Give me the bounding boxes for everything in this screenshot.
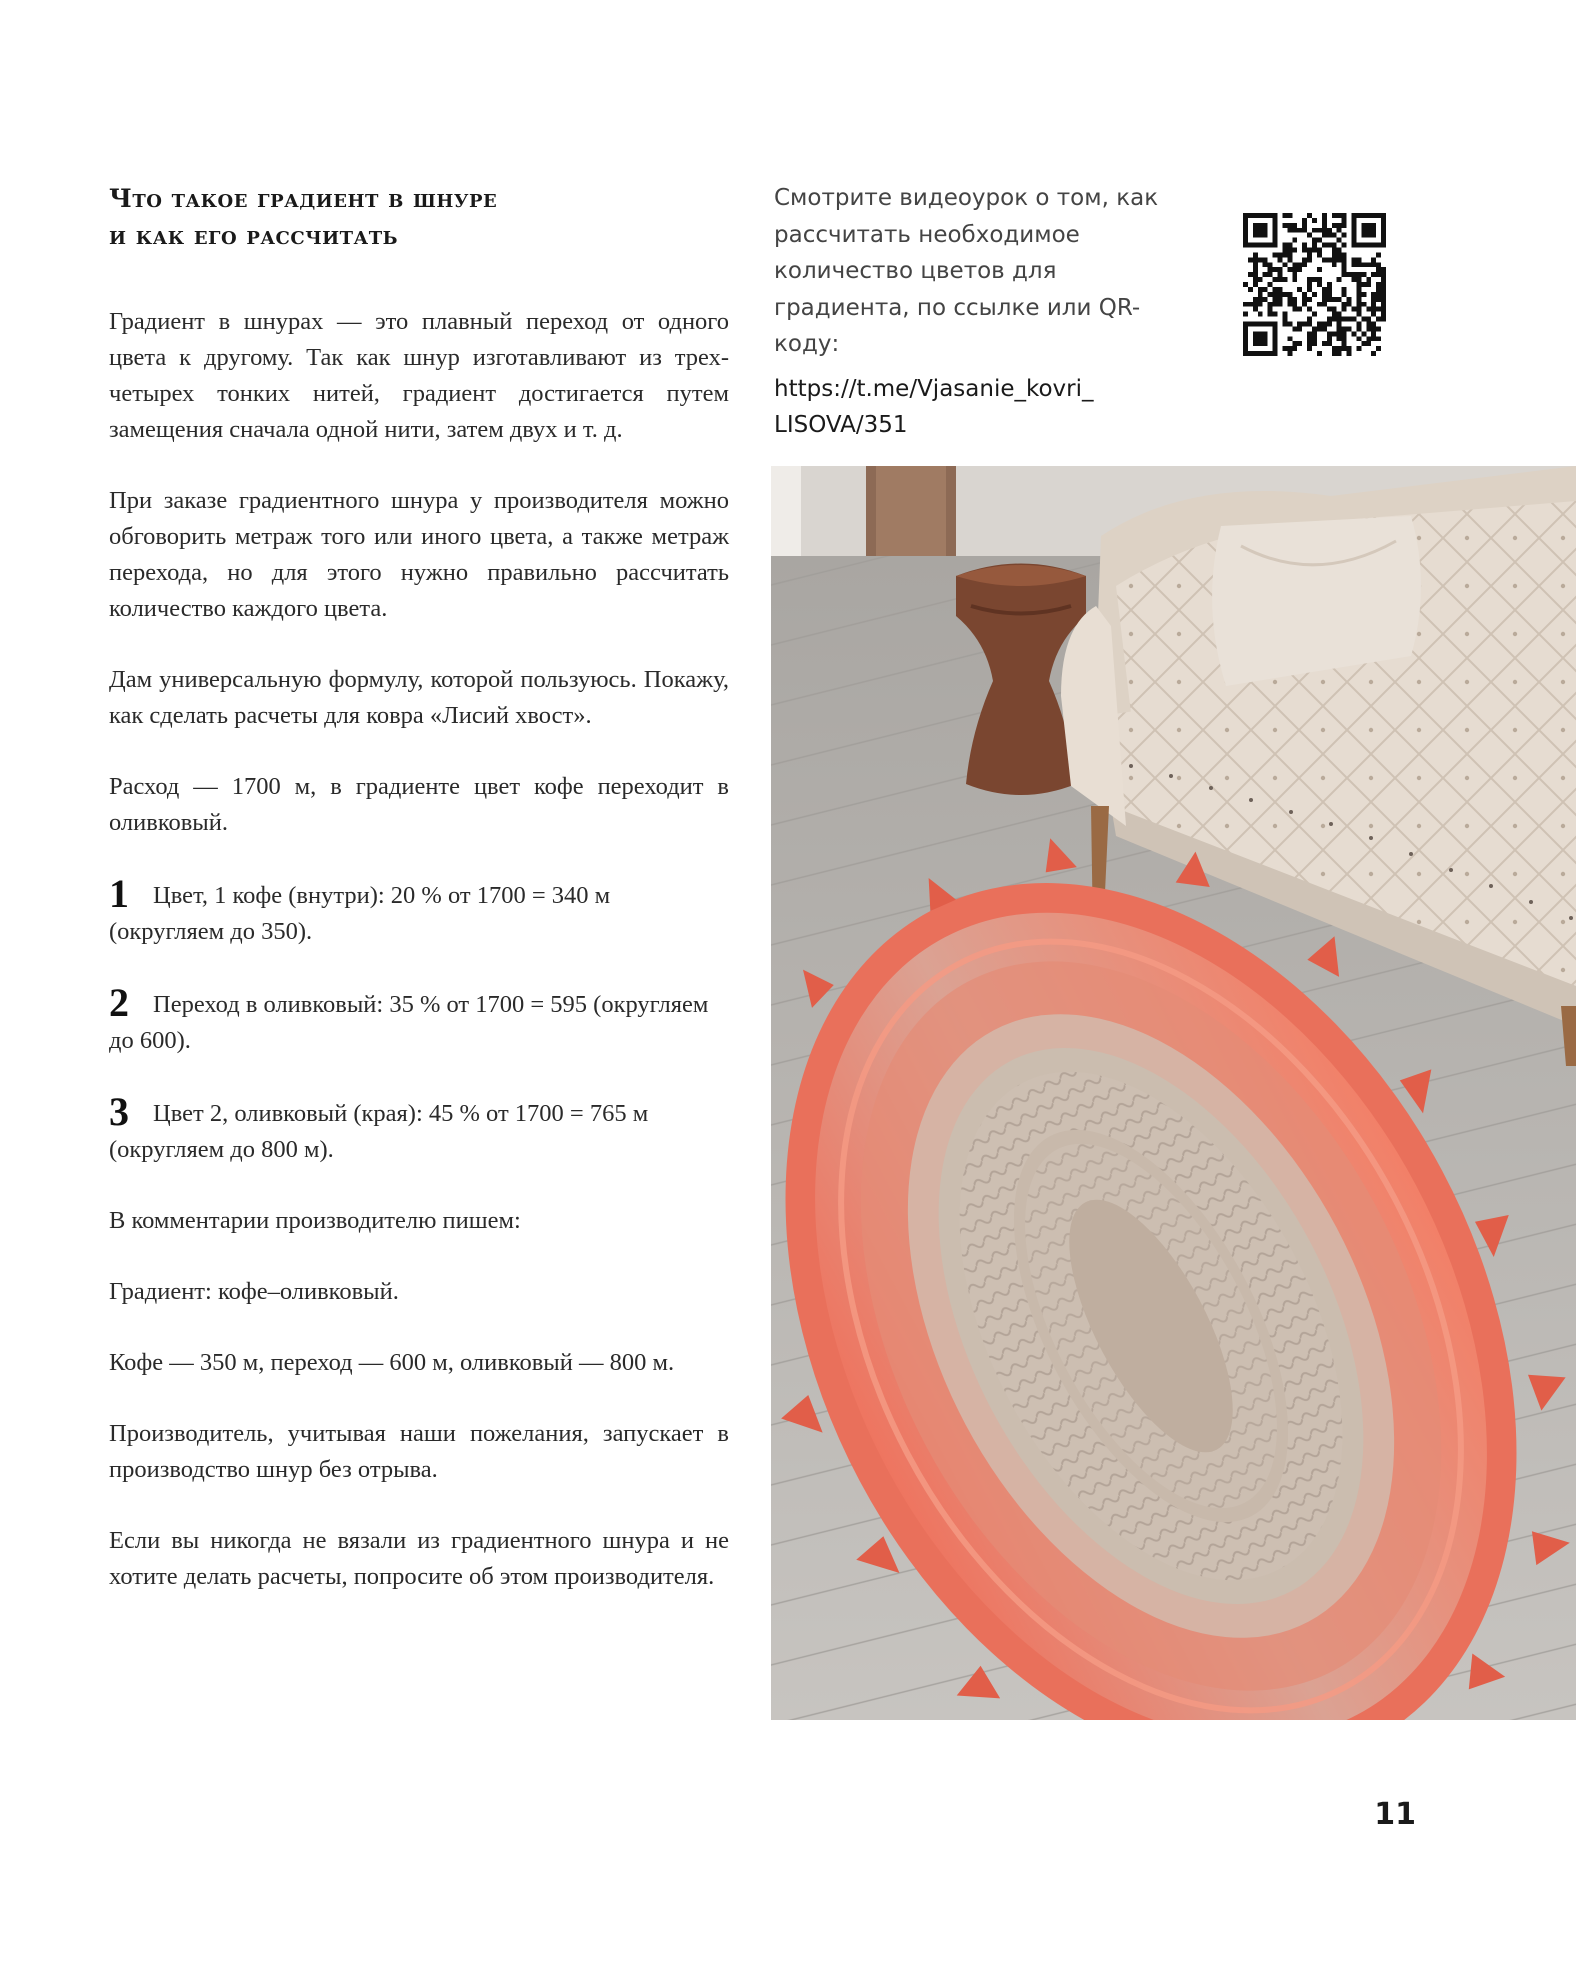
heading-line-1: Что такое градиент в шнуре [109, 184, 498, 213]
paragraph-production: Производитель, учитывая наши пожелания, запускает в производство шнур без отрыва. [109, 1420, 729, 1483]
step-text: Цвет 2, оливковый (края): 45 % от 1700 = 765 м (округляем до 800 м). [109, 1100, 649, 1163]
paragraph-amounts: Кофе — 350 м, переход — 600 м, оливковый — 800 м. [109, 1349, 675, 1376]
rug-photo-icon [771, 466, 1576, 1720]
step-3 [109, 1089, 729, 1168]
qr-code-icon[interactable] [1243, 213, 1386, 356]
video-note-text: Смотрите видеоурок о том, как рассчитать необходимое количество цветов для градиента, по ссылке или QR-коду: [774, 185, 1159, 357]
video-note [774, 180, 1224, 444]
video-link[interactable] [774, 371, 1224, 444]
paragraph-comment-intro: В комментарии производителю пишем: [109, 1207, 521, 1234]
paragraph-formula-intro: Дам универсальную формулу, которой пользуюсь. Покажу, как сделать расчеты для ковра «Лисий хвост». [109, 666, 729, 729]
step-number: 3 [109, 1089, 129, 1134]
step-text: Цвет, 1 кофе (внутри): 20 % от 1700 = 340 м (округляем до 350). [109, 882, 611, 945]
article-text [109, 180, 729, 1630]
paragraph-consumption: Расход — 1700 м, в градиенте цвет кофе переходит в оливковый. [109, 773, 729, 836]
step-1 [109, 871, 729, 950]
step-number: 2 [109, 980, 129, 1025]
video-link-part-1[interactable]: https://t.me/Vjasanie_kovri_ [774, 375, 1094, 402]
video-link-part-2[interactable]: LISOVA/351 [774, 412, 908, 438]
step-number: 1 [109, 871, 129, 916]
step-text: Переход в оливковый: 35 % от 1700 = 595 (округляем до 600). [109, 991, 709, 1054]
step-2 [109, 980, 729, 1059]
paragraph-gradient-name: Градиент: кофе–оливковый. [109, 1278, 399, 1305]
paragraph-ask-manufacturer: Если вы никогда не вязали из градиентного шнура и не хотите делать расчеты, попросите об этом производителя. [109, 1527, 729, 1590]
paragraph-ordering: При заказе градиентного шнура у производителя можно обговорить метраж того или иного цвета, а также метраж перехода, но для этого нужно правильно рассчитать количество каждого цвета. [109, 487, 729, 622]
section-heading [109, 180, 729, 254]
paragraph-gradient-definition: Градиент в шнурах — это плавный переход от одного цвета к другому. Так как шнур изготавливают из трех-четырех тонких нитей, градиент достигается путем замещения сначала одной нити, затем двух и т. д. [109, 308, 729, 443]
heading-line-2: и как его рассчитать [109, 221, 398, 250]
page-number: 11 [1374, 1797, 1416, 1832]
